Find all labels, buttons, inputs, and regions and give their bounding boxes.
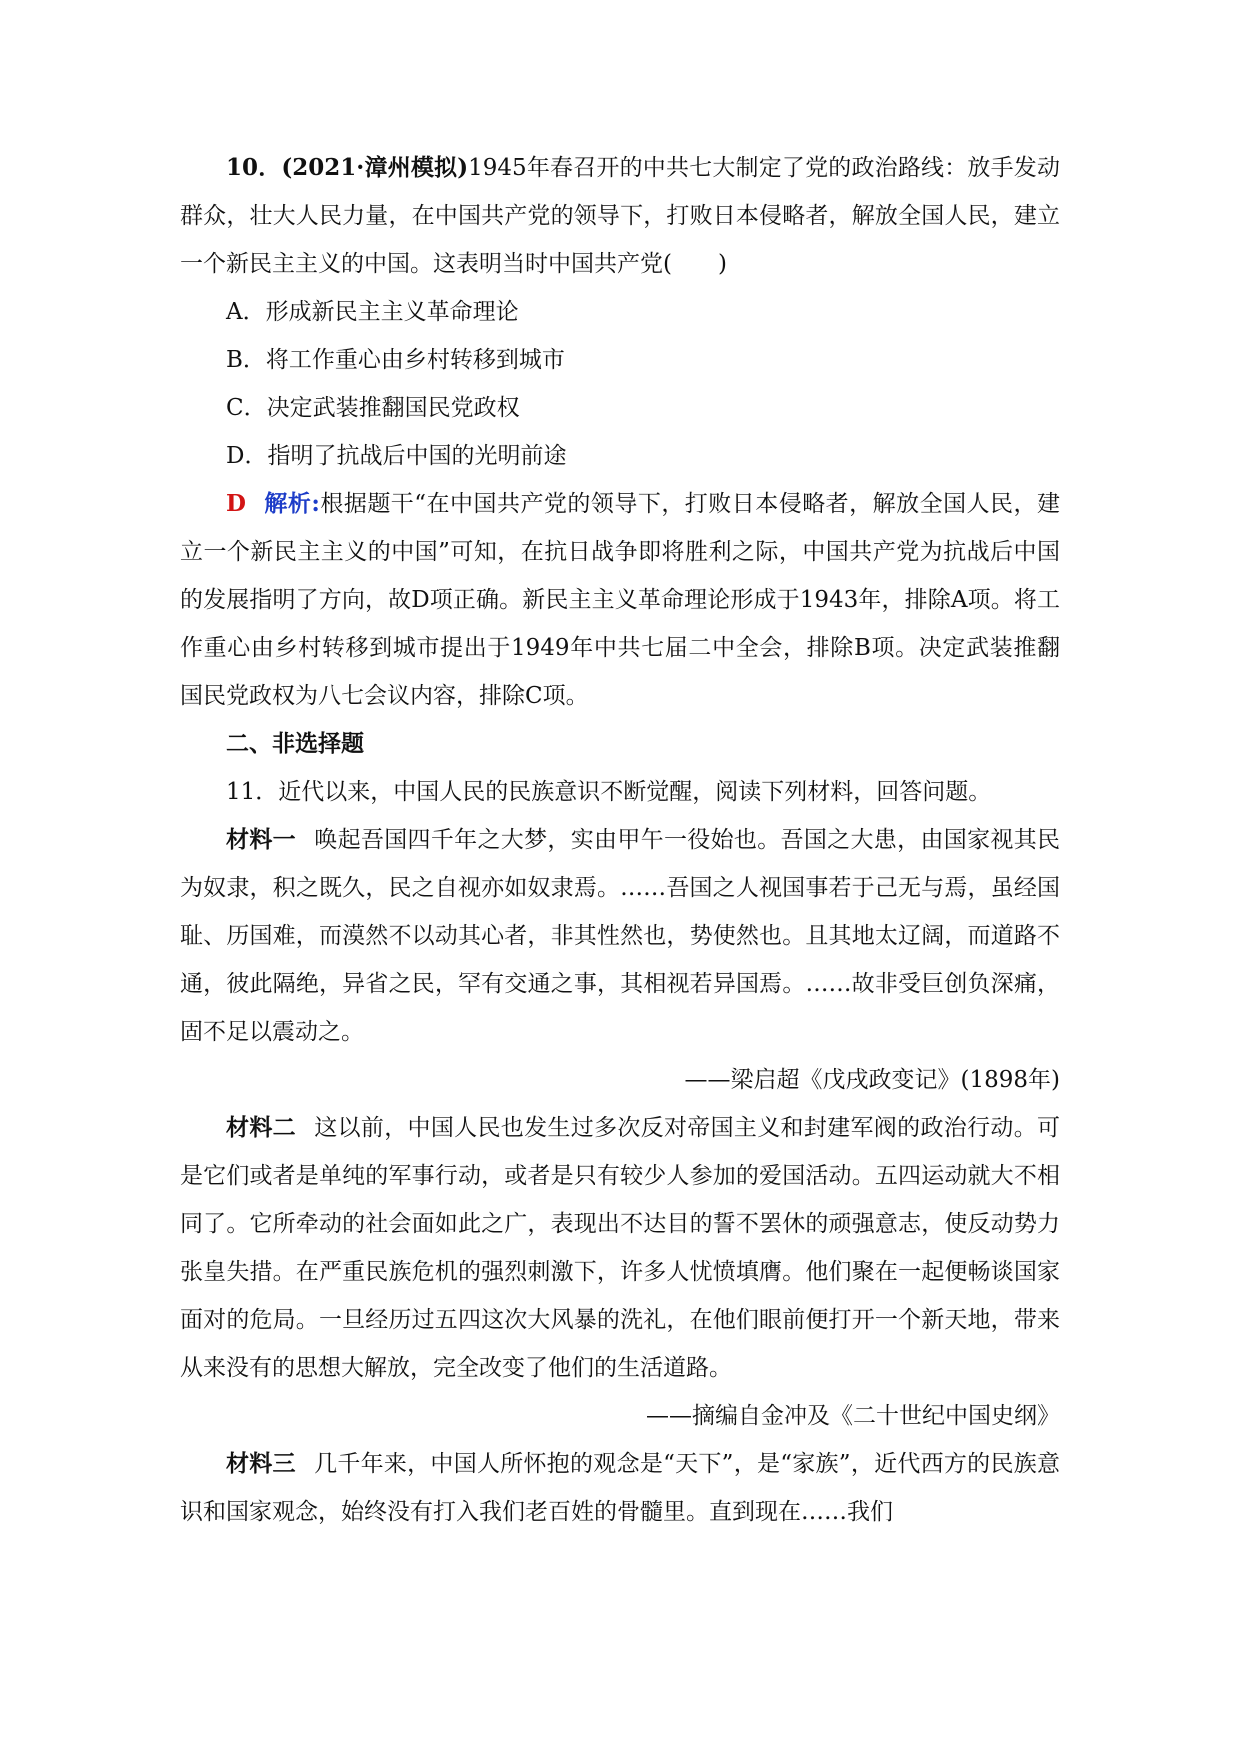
material-text: 这以前，中国人民也发生过多次反对帝国主义和封建军阀的政治行动。可是它们或者是单纯的军事行动，或者是只有较少人参加的爱国活动。五四运动就大不相同了。它所牵动的社会面如此之广，表现出不达目的誓不罢休的顽强意志，使反动势力张皇失措。在严重民族危机的强烈刺激下，许多人忧愤填膺。他们聚在一起便畅谈国家面对的危局。一旦经历过五四这次大风暴的洗礼，在他们眼前便打开一个新天地，带来从来没有的思想大解放，完全改变了他们的生活道路。 — [180, 1115, 1061, 1381]
answer-letter: D — [226, 490, 246, 517]
material-label: 材料三 — [226, 1450, 296, 1477]
material-1 — [180, 816, 1060, 1056]
question-text: 1945年春召开的中共七大制定了党的政治路线：放手发动群众，壮大人民力量，在中国共产党的领导下，打败日本侵略者，解放全国人民，建立一个新民主主义的中国。这表明当时中国共产党( ) — [180, 155, 1060, 277]
question-number: 11． — [226, 779, 279, 805]
option-a: A．形成新民主主义革命理论 — [226, 299, 519, 325]
material-label: 材料二 — [226, 1114, 296, 1141]
option-c: C．决定武装推翻国民党政权 — [226, 395, 520, 421]
material-2 — [180, 1104, 1060, 1392]
material-label: 材料一 — [226, 826, 296, 853]
option-d: D．指明了抗战后中国的光明前途 — [226, 443, 567, 469]
question-number: 10． — [226, 154, 282, 181]
material-3 — [180, 1440, 1060, 1536]
answer-analysis — [180, 480, 1060, 720]
material-2-source: ——摘编自金冲及《二十世纪中国史纲》 — [646, 1403, 1060, 1429]
question-11-stem — [180, 768, 1060, 816]
question-text: 近代以来，中国人民的民族意识不断觉醒，阅读下列材料，回答问题。 — [278, 779, 992, 805]
question-10-stem — [180, 144, 1060, 288]
section-heading: 二、非选择题 — [226, 730, 364, 757]
question-source: (2021·漳州模拟) — [281, 154, 469, 181]
analysis-text: 根据题干“在中国共产党的领导下，打败日本侵略者，解放全国人民，建立一个新民主主义的中国”可知，在抗日战争即将胜利之际，中国共产党为抗战后中国的发展指明了方向，故D项正确。新民主主义革命理论形成于1943年，排除A项。将工作重心由乡村转移到城市提出于1949年中共七届二中全会，排除B项。决定武装推翻国民党政权为八七会议内容，排除C项。 — [180, 491, 1060, 709]
material-text: 唤起吾国四千年之大梦，实由甲午一役始也。吾国之大患，由国家视其民为奴隶，积之既久，民之自视亦如奴隶焉。……吾国之人视国事若于己无与焉，虽经国耻、历国难，而漠然不以动其心者，非其性然也，势使然也。且其地太辽阔，而道路不通，彼此隔绝，异省之民，罕有交通之事，其相视若异国焉。……故非受巨创负深痛，固不足以震动之。 — [180, 827, 1061, 1045]
material-text: 几千年来，中国人所怀抱的观念是“天下”，是“家族”，近代西方的民族意识和国家观念，始终没有打入我们老百姓的骨髓里。直到现在……我们 — [180, 1451, 1060, 1525]
material-1-source: ——梁启超《戊戌政变记》(1898年) — [684, 1067, 1060, 1093]
option-b: B．将工作重心由乡村转移到城市 — [226, 347, 565, 373]
document-page — [180, 144, 1060, 1536]
analysis-label: 解析: — [263, 490, 320, 517]
